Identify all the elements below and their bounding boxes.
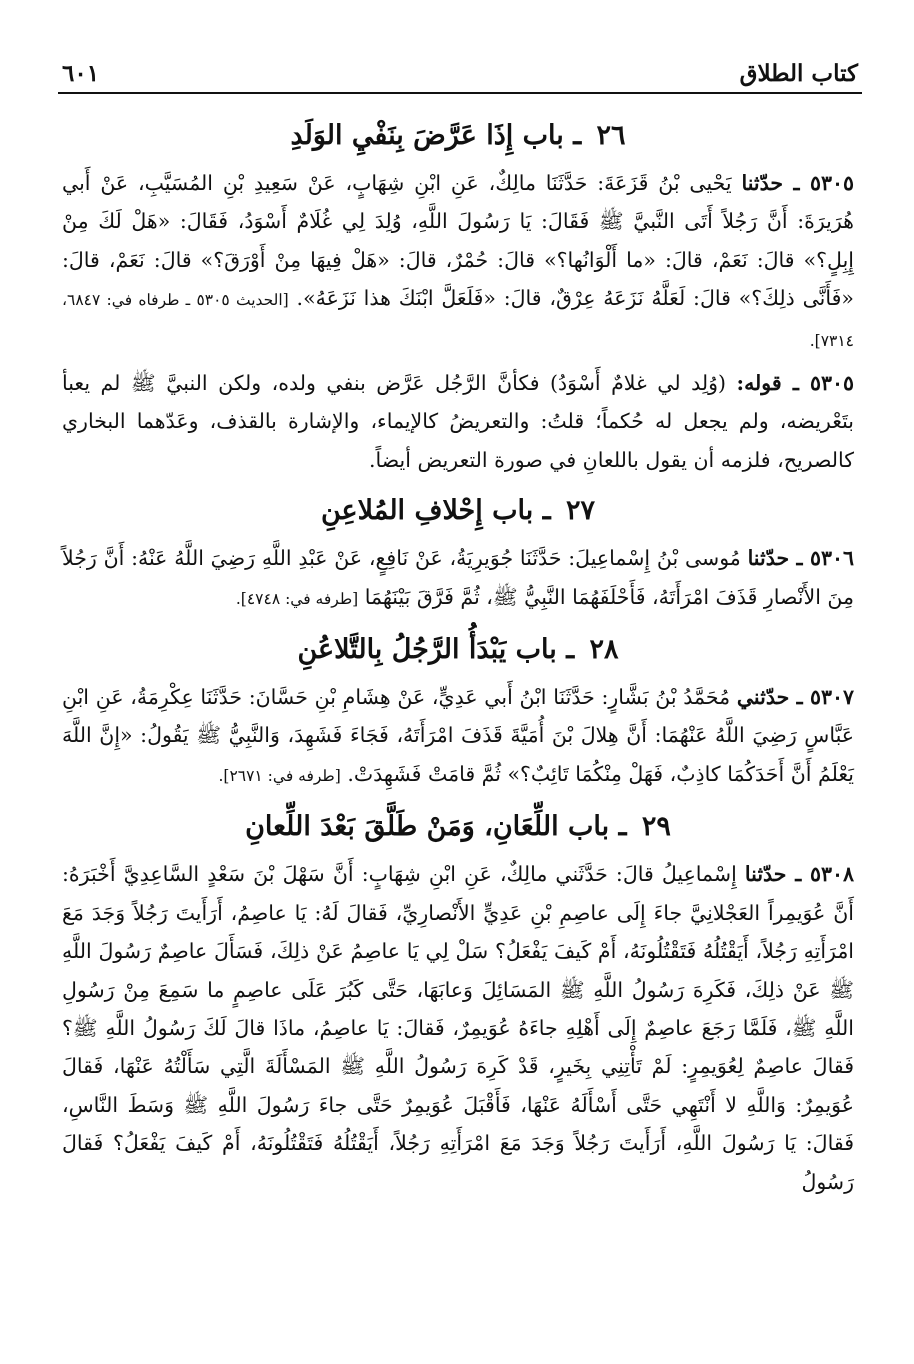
cross-reference: [طرفه في: ٢٦٧١]. bbox=[218, 766, 341, 785]
hadith-paragraph bbox=[62, 855, 854, 1201]
chapter-number: ٢٨ bbox=[589, 634, 619, 666]
chapter-number: ٢٧ bbox=[566, 495, 596, 527]
chapter-heading bbox=[62, 630, 854, 670]
hadith-paragraph bbox=[62, 164, 854, 360]
hadith-number: ٥٣٠٦ ـ حدّثنا bbox=[747, 546, 854, 571]
heading-dash: ـ bbox=[542, 495, 551, 527]
chapter-title: باب يَبْدَأُ الرَّجُلُ بِالتَّلاعُنِ bbox=[297, 634, 557, 666]
commentary-number: ٥٣٠٥ ـ قوله: bbox=[736, 371, 854, 396]
page-header bbox=[58, 56, 862, 94]
chapter-heading bbox=[62, 116, 854, 156]
page-number: ٦٠١ bbox=[62, 60, 100, 87]
page-content bbox=[62, 116, 854, 1201]
cross-reference: [طرفه في: ٤٧٤٨]. bbox=[235, 589, 359, 608]
chapter-number: ٢٩ bbox=[641, 811, 671, 843]
hadith-text: يَحْيى بْنُ قَزَعَةَ: حَدَّثَنَا مالِكٌ، عَنِ ابْنِ شِهَابٍ، عَنْ سَعِيدِ بْنِ المُسَيَّبِ، عَنْ أَبي هُرَيرَةَ: أَنَّ رَجُلاً أَتَى النَّبيَّ ﷺ فَقَالَ: يَا رَسُولَ اللَّهِ، وُلِدَ لِي غُلَامٌ أَسْوَدُ، فَقَالَ: «هَلْ لَكَ مِنْ إِبِلٍ؟» قالَ: نَعَمْ، قالَ: «ما أَلْوَانُها؟» قالَ: حُمْرٌ، قالَ: «هَلْ فِيهَا مِنْ أَوْرَقَ؟» قالَ: نَعَمْ، قالَ: «فَأَنَّى ذلِكَ؟» قالَ: لَعَلَّهُ نَزَعَهُ عِرْقٌ، قالَ: «فَلَعَلَّ ابْنَكَ هذا نَزَعَهُ». bbox=[62, 171, 854, 311]
chapter-heading bbox=[62, 807, 854, 847]
heading-dash: ـ bbox=[618, 811, 627, 843]
commentary-paragraph bbox=[62, 364, 854, 479]
hadith-number: ٥٣٠٧ ـ حدّثني bbox=[736, 685, 854, 710]
chapter-number: ٢٦ bbox=[596, 120, 626, 151]
hadith-text: إِسْماعِيلُ قالَ: حَدَّثَني مالِكٌ، عَنِ ابْنِ شِهَابٍ: أَنَّ سَهْلَ بْنَ سَعْدٍ السَّاعِدِيَّ أَخْبَرَهُ: أَنَّ عُوَيمِراً العَجْلانِيَّ جاءَ إِلَى عاصِمِ بْنِ عَدِيٍّ الأَنْصارِيِّ، فَقالَ لَهُ: يَا عاصِمُ، أَرَأَيتَ رَجُلاً وَجَدَ مَعَ امْرَأَتِهِ رَجُلاً، أَيَقْتُلُهُ فَتَقْتُلُونَهُ، أَمْ كَيفَ يَفْعَلُ؟ سَلْ لِي يَا عاصِمُ عَنْ ذلِكَ، فَسَأَلَ عاصِمٌ رَسُولَ اللَّهِ ﷺ عَنْ ذلِكَ، فَكَرِهَ رَسُولُ اللَّهِ ﷺ المَسَائِلَ وَعابَهَا، حَتَّى كَبُرَ عَلَى عاصِمٍ ما سَمِعَ مِنْ رَسُولِ اللَّهِ ﷺ، فَلَمَّا رَجَعَ عاصِمٌ إِلَى أَهْلِهِ جاءَهُ عُوَيمِرٌ، فَقالَ: يَا عاصِمُ، ماذَا قالَ لَكَ رَسُولُ اللَّهِ ﷺ؟ فَقالَ عاصِمٌ لِعُوَيمِرٍ: لَمْ تَأْتِنِي بِخَيرٍ، قَدْ كَرِهَ رَسُولُ اللَّهِ ﷺ المَسْأَلَةَ الَّتِي سَأَلْتُهُ عَنْهَا، فَقالَ عُوَيمِرٌ: وَاللَّهِ لا أَنْتَهِي حَتَّى أَسْأَلَهُ عَنْهَا، فَأَقْبَلَ عُوَيمِرٌ حَتَّى جاءَ رَسُولَ اللَّهِ ﷺ وَسَطَ النَّاسِ، فَقالَ: يَا رَسُولَ اللَّهِ، أَرَأَيتَ رَجُلاً وَجَدَ مَعَ امْرَأَتِهِ رَجُلاً، أَيَقْتُلُهُ فَتَقْتُلُونَهُ، أَمْ كَيفَ يَفْعَلُ؟ فَقالَ رَسُولُ bbox=[62, 862, 854, 1194]
heading-dash: ـ bbox=[573, 120, 582, 151]
hadith-text: مُوسى بْنُ إِسْماعِيلَ: حَدَّثَنَا جُوَيرِيَةُ، عَنْ نَافِعٍ، عَنْ عَبْدِ اللَّهِ رَضِيَ اللَّهُ عَنْهُ: أَنَّ رَجُلاً مِنَ الأَنْصارِ قَذَفَ امْرَأَتَهُ، فَأَحْلَفَهُمَا النَّبِيُّ ﷺ، ثُمَّ فَرَّقَ بَيْنَهُمَا bbox=[62, 546, 854, 609]
hadith-number: ٥٣٠٥ ـ حدّثنا bbox=[741, 171, 854, 195]
hadith-text: مُحَمَّدُ بْنُ بَشَّارٍ: حَدَّثَنَا ابْنُ أَبي عَدِيٍّ، عَنْ هِشَامِ بْنِ حَسَّانَ: حَدَّثَنَا عِكْرِمَةُ، عَنِ ابْنِ عَبَّاسٍ رَضِيَ اللَّهُ عَنْهُمَا: أَنَّ هِلالَ بْنَ أُمَيَّةَ قَذَفَ امْرَأَتَهُ، فَجَاءَ فَشَهِدَ، وَالنَّبِيُّ ﷺ يَقُولُ: «إِنَّ اللَّهَ يَعْلَمُ أَنَّ أَحَدَكُمَا كاذِبٌ، فَهَلْ مِنْكُمَا تَائِبٌ؟» ثُمَّ قامَتْ فَشَهِدَتْ. bbox=[62, 685, 854, 786]
commentary-text: (وُلِد لي غلامٌ أَسْوَدُ) فكأنَّ الرَّجُل عَرَّض بنفي ولده، ولكن النبيَّ ﷺ لم يعبأ بتَعْريضه، ولم يجعل له حُكماً؛ قلتُ: والتعريضُ كالإيماء، والإشارة بالقذف، وعَدّهما البخاري كالصريح، فلزمه أن يقول باللعانِ في صورة التعريض أيضاً. bbox=[62, 371, 854, 472]
chapter-title: باب إِذَا عَرَّضَ بِنَفْيِ الوَلَدِ bbox=[290, 120, 564, 151]
hadith-paragraph bbox=[62, 539, 854, 618]
chapter-title: باب اللِّعَانِ، وَمَنْ طَلَّقَ بَعْدَ اللِّعانِ bbox=[245, 811, 610, 843]
running-title: كتاب الطلاق bbox=[739, 60, 858, 87]
chapter-heading bbox=[62, 491, 854, 531]
hadith-number: ٥٣٠٨ ـ حدّثنا bbox=[744, 862, 854, 887]
hadith-paragraph bbox=[62, 678, 854, 795]
cross-reference: [الحديث ٥٣٠٥ ـ طرفاه في: ٦٨٤٧، ٧٣١٤]. bbox=[62, 291, 854, 350]
heading-dash: ـ bbox=[566, 634, 575, 666]
chapter-title: باب إِحْلافِ المُلاعِنِ bbox=[320, 495, 534, 527]
